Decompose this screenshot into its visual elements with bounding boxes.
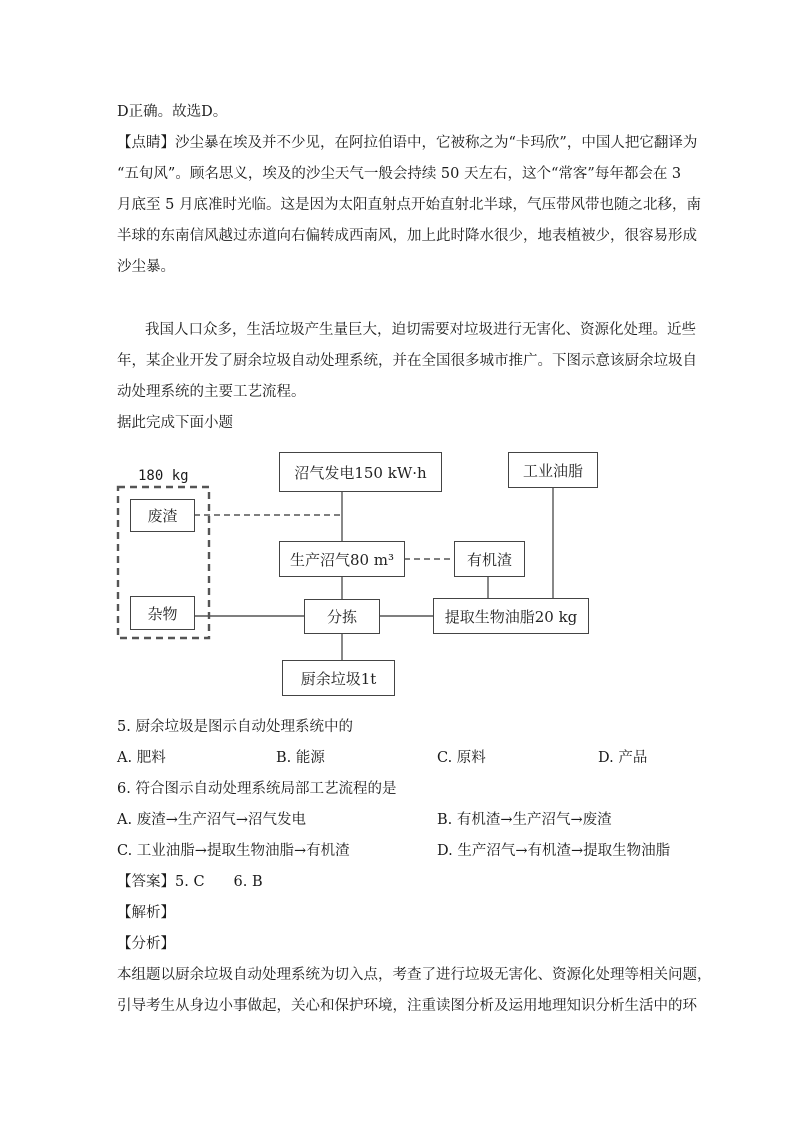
box-organic-residue: 有机渣	[454, 541, 525, 577]
box-biogas-production: 生产沼气80 m³	[279, 541, 405, 577]
fenxi-line-1: 本组题以厨余垃圾自动处理系统为切入点，考查了进行垃圾无害化、资源化处理等相关问题，	[117, 967, 712, 983]
q5-option-d: D. 产品	[598, 750, 648, 766]
q6-option-a: A. 废渣→生产沼气→沼气发电	[117, 812, 306, 828]
box-zawu: 杂物	[130, 596, 195, 630]
q6-option-b: B. 有机渣→生产沼气→废渣	[437, 812, 612, 828]
analysis-heading: 【解析】	[117, 905, 175, 921]
box-extract-bio-oil: 提取生物油脂20 kg	[433, 598, 589, 634]
box-industrial-oil: 工业油脂	[508, 452, 598, 488]
line-2: 【点睛】沙尘暴在埃及并不少见，在阿拉伯语中，它被称之为“卡玛欣”，中国人把它翻译为	[117, 135, 698, 151]
box-feizha: 废渣	[130, 499, 195, 532]
line-5: 半球的东南信风越过赤道向右偏转成西南风，加上此时降水很少，地表植被少，很容易形成	[117, 228, 697, 244]
q6-option-d: D. 生产沼气→有机渣→提取生物油脂	[437, 843, 671, 859]
line-3: “五旬风”。顾名思义，埃及的沙尘天气一般会持续 50 天左右，这个“常客”每年都会在 3	[117, 166, 682, 182]
q6-option-c: C. 工业油脂→提取生物油脂→有机渣	[117, 843, 350, 859]
answer-line: 【答案】5. C 6. B	[117, 874, 263, 890]
box-sorting: 分拣	[304, 599, 380, 634]
q5-option-c: C. 原料	[437, 750, 486, 766]
passage-line-4: 据此完成下面小题	[117, 415, 233, 431]
fenxi-heading: 【分析】	[117, 936, 175, 952]
q5-option-b: B. 能源	[276, 750, 325, 766]
passage-line-2: 年，某企业开发了厨余垃圾自动处理系统，并在全国很多城市推广。下图示意该厨余垃圾自	[117, 353, 697, 369]
box-biogas-power: 沼气发电150 kW·h	[279, 452, 442, 492]
question-6-stem: 6. 符合图示自动处理系统局部工艺流程的是	[117, 781, 397, 797]
line-4: 月底至 5 月底准时光临。这是因为太阳直射点开始直射北半球，气压带风带也随之北移，南	[117, 197, 701, 213]
line-1: D正确。故选D。	[117, 104, 228, 120]
q5-option-a: A. 肥料	[117, 750, 166, 766]
line-6: 沙尘暴。	[117, 259, 175, 275]
fenxi-line-2: 引导考生从身边小事做起，关心和保护环境，注重读图分析及运用地理知识分析生活中的环	[117, 998, 697, 1014]
box-kitchen-waste: 厨余垃圾1t	[282, 660, 395, 696]
group-weight-label: 180 kg	[138, 468, 189, 484]
passage-line-1: 我国人口众多，生活垃圾产生量巨大，迫切需要对垃圾进行无害化、资源化处理。近些	[145, 322, 696, 338]
question-5-stem: 5. 厨余垃圾是图示自动处理系统中的	[117, 719, 353, 735]
passage-line-3: 动处理系统的主要工艺流程。	[117, 384, 306, 400]
